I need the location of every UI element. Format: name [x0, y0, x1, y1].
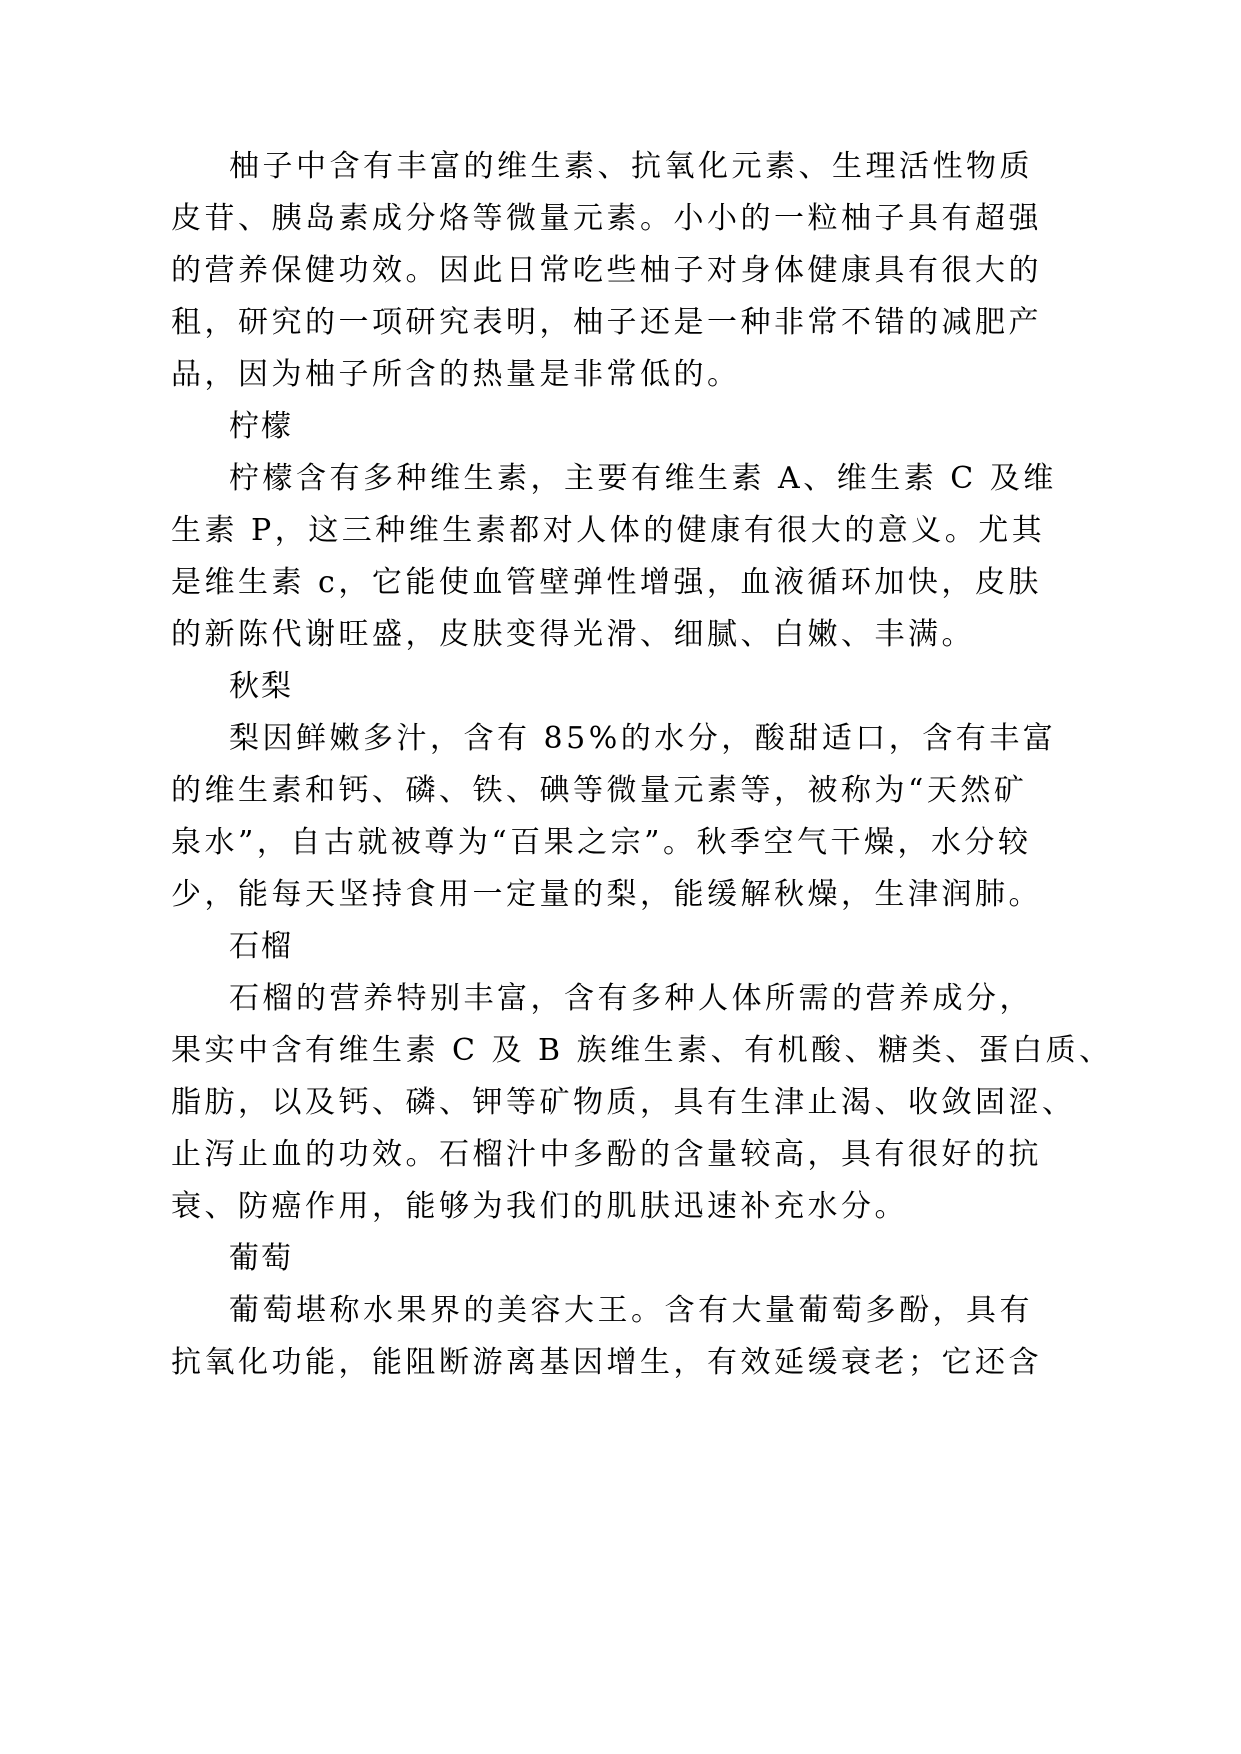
- section-heading: 葡萄: [229, 1241, 293, 1276]
- paragraph-line: 租，研究的一项研究表明，柚子还是一种非常不错的减肥产: [171, 305, 1042, 340]
- paragraph-line: 衰、防癌作用，能够为我们的肌肤迅速补充水分。: [171, 1189, 908, 1224]
- paragraph-line: 葡萄堪称水果界的美容大王。含有大量葡萄多酚，具有: [229, 1293, 1033, 1328]
- section-heading: 石榴: [229, 929, 293, 964]
- paragraph-line: 柚子中含有丰富的维生素、抗氧化元素、生理活性物质: [229, 149, 1033, 184]
- paragraph-line: 梨因鲜嫩多汁，含有 85%的水分，酸甜适口，含有丰富: [229, 721, 1057, 756]
- paragraph-line: 止泻止血的功效。石榴汁中多酚的含量较高，具有很好的抗: [171, 1137, 1042, 1172]
- paragraph-line: 脂肪，以及钙、磷、钾等矿物质，具有生津止渴、收敛固涩、: [171, 1085, 1076, 1120]
- paragraph-line: 的营养保健功效。因此日常吃些柚子对身体健康具有很大的: [171, 253, 1042, 288]
- paragraph-line: 的维生素和钙、磷、铁、碘等微量元素等，被称为“天然矿: [171, 773, 1028, 808]
- paragraph-line: 是维生素 c，它能使血管壁弹性增强，血液循环加快，皮肤: [171, 565, 1042, 600]
- paragraph-line: 果实中含有维生素 C 及 B 族维生素、有机酸、糖类、蛋白质、: [171, 1033, 1113, 1068]
- paragraph-line: 石榴的营养特别丰富，含有多种人体所需的营养成分，: [229, 981, 1033, 1016]
- paragraph-line: 的新陈代谢旺盛，皮肤变得光滑、细腻、白嫩、丰满。: [171, 617, 975, 652]
- paragraph-line: 皮苷、胰岛素成分烙等微量元素。小小的一粒柚子具有超强: [171, 201, 1042, 236]
- paragraph-line: 品，因为柚子所含的热量是非常低的。: [171, 357, 741, 392]
- section-heading: 柠檬: [229, 409, 293, 444]
- paragraph-line: 泉水”，自古就被尊为“百果之宗”。秋季空气干燥，水分较: [171, 825, 1032, 860]
- paragraph-line: 抗氧化功能，能阻断游离基因增生，有效延缓衰老；它还含: [171, 1345, 1042, 1380]
- paragraph-line: 生素 P，这三种维生素都对人体的健康有很大的意义。尤其: [171, 513, 1046, 548]
- paragraph-line: 少，能每天坚持食用一定量的梨，能缓解秋燥，生津润肺。: [171, 877, 1042, 912]
- paragraph-line: 柠檬含有多种维生素，主要有维生素 A、维生素 C 及维: [229, 461, 1057, 496]
- section-heading: 秋梨: [229, 669, 293, 704]
